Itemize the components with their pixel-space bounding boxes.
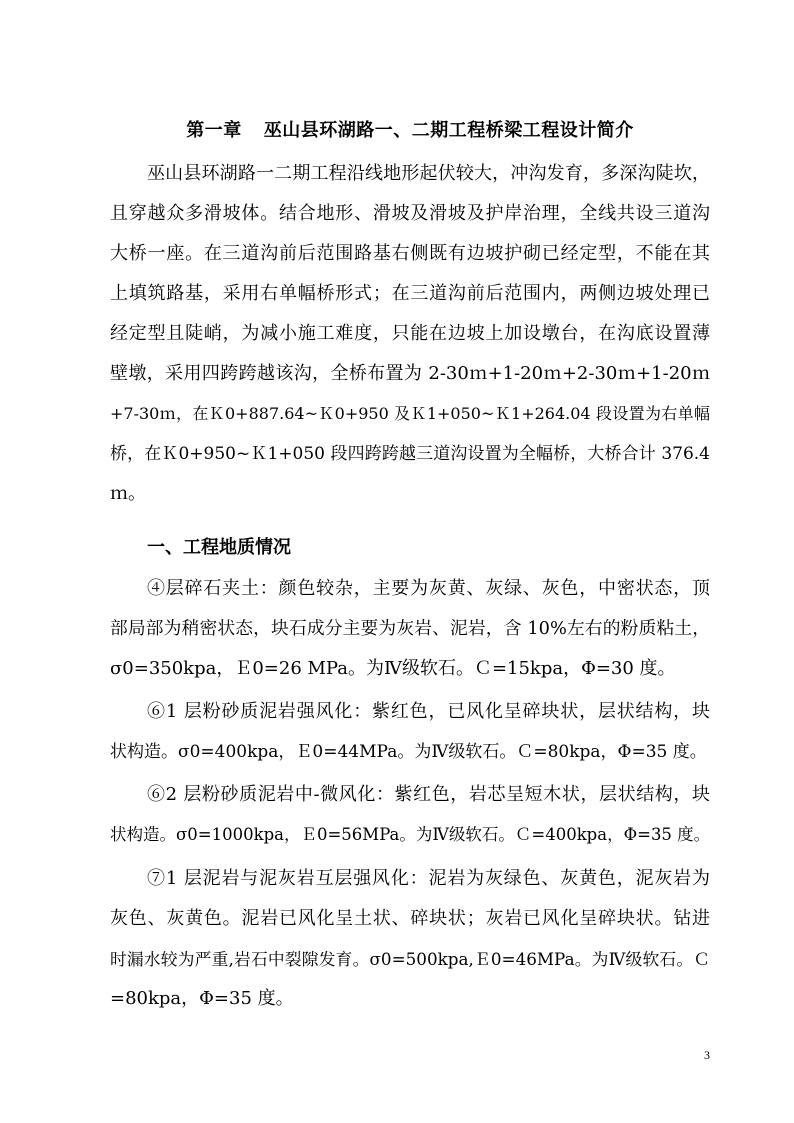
layer-line: 状构造。σ0=1000kpa，Ｅ0=56MPa。为Ⅳ级软石。Ｃ=400kpa，Φ=35 度。 <box>110 825 711 844</box>
layer-line: =80kpa，Φ=35 度。 <box>110 988 294 1009</box>
intro-line: ｍ。 <box>110 483 146 504</box>
intro-line: 且穿越众多滑坡体。结合地形、滑坡及滑坡及护岸治理，全线共设三道沟 <box>110 203 710 224</box>
chapter-label: 第一章 <box>186 120 242 141</box>
intro-line: 经定型且陡峭，为减小施工难度，只能在边坡上加设墩台，在沟底设置薄 <box>110 323 710 344</box>
intro-line: 大桥一座。在三道沟前后范围路基右侧既有边坡护砌已经定型，不能在其 <box>110 243 710 264</box>
layer-line: 灰色、灰黄色。泥岩已风化呈土状、碎块状；灰岩已风化呈碎块状。钻进 <box>110 908 710 929</box>
intro-line: 壁墩，采用四跨跨越该沟，全桥布置为 2-30ｍ+1-20ｍ+2-30ｍ+1-20ｍ <box>110 363 710 384</box>
layer-line: 时漏水较为严重,岩石中裂隙发育。σ0=500kpa,Ｅ0=46MPa。为Ⅳ级软石。Ｃ <box>110 949 710 969</box>
layer-line: 部局部为稍密状态，块石成分主要为灰岩、泥岩，含 10%左右的粉质粘土， <box>110 619 710 639</box>
intro-line: +7-30ｍ，在Ｋ0+887.64~Ｋ0+950 及Ｋ1+050~Ｋ1+264.04 段设置为右单幅 <box>110 404 710 423</box>
layer-line: ⑥2 层粉砂质泥岩中-微风化：紫红色，岩芯呈短木状，层状结构，块 <box>147 784 710 805</box>
intro-line: 桥，在Ｋ0+950~Ｋ1+050 段四跨跨越三道沟设置为全幅桥，大桥合计 376.4 <box>110 444 710 464</box>
page-number: 3 <box>704 1048 710 1062</box>
intro-line: 巫山县环湖路一二期工程沿线地形起伏较大，冲沟发育，多深沟陡坎， <box>147 163 710 184</box>
layer-line: ⑦1 层泥岩与泥灰岩互层强风化：泥岩为灰绿色、灰黄色，泥灰岩为 <box>147 868 710 889</box>
layer-line: ④层碎石夹土：颜色较杂，主要为灰黄、灰绿、灰色，中密状态，顶 <box>147 578 710 599</box>
layer-line: 状构造。σ0=400kpa，Ｅ0=44MPa。为Ⅳ级软石。Ｃ=80kpa，Φ=35 度。 <box>110 742 707 762</box>
section-heading: 一、工程地质情况 <box>147 537 291 558</box>
intro-line: 上填筑路基，采用右单幅桥形式；在三道沟前后范围内，两侧边坡处理已 <box>110 283 710 304</box>
chapter-title-text: 巫山县环湖路一、二期工程桥梁工程设计简介 <box>263 120 634 141</box>
chapter-title <box>110 116 710 146</box>
layer-line: ⑥1 层粉砂质泥岩强风化：紫红色，已风化呈碎块状，层状结构，块 <box>147 701 710 722</box>
layer-line: σ0=350kpa，Ｅ0=26 MPa。为Ⅳ级软石。Ｃ=15kpa，Φ=30 度。 <box>110 658 676 679</box>
